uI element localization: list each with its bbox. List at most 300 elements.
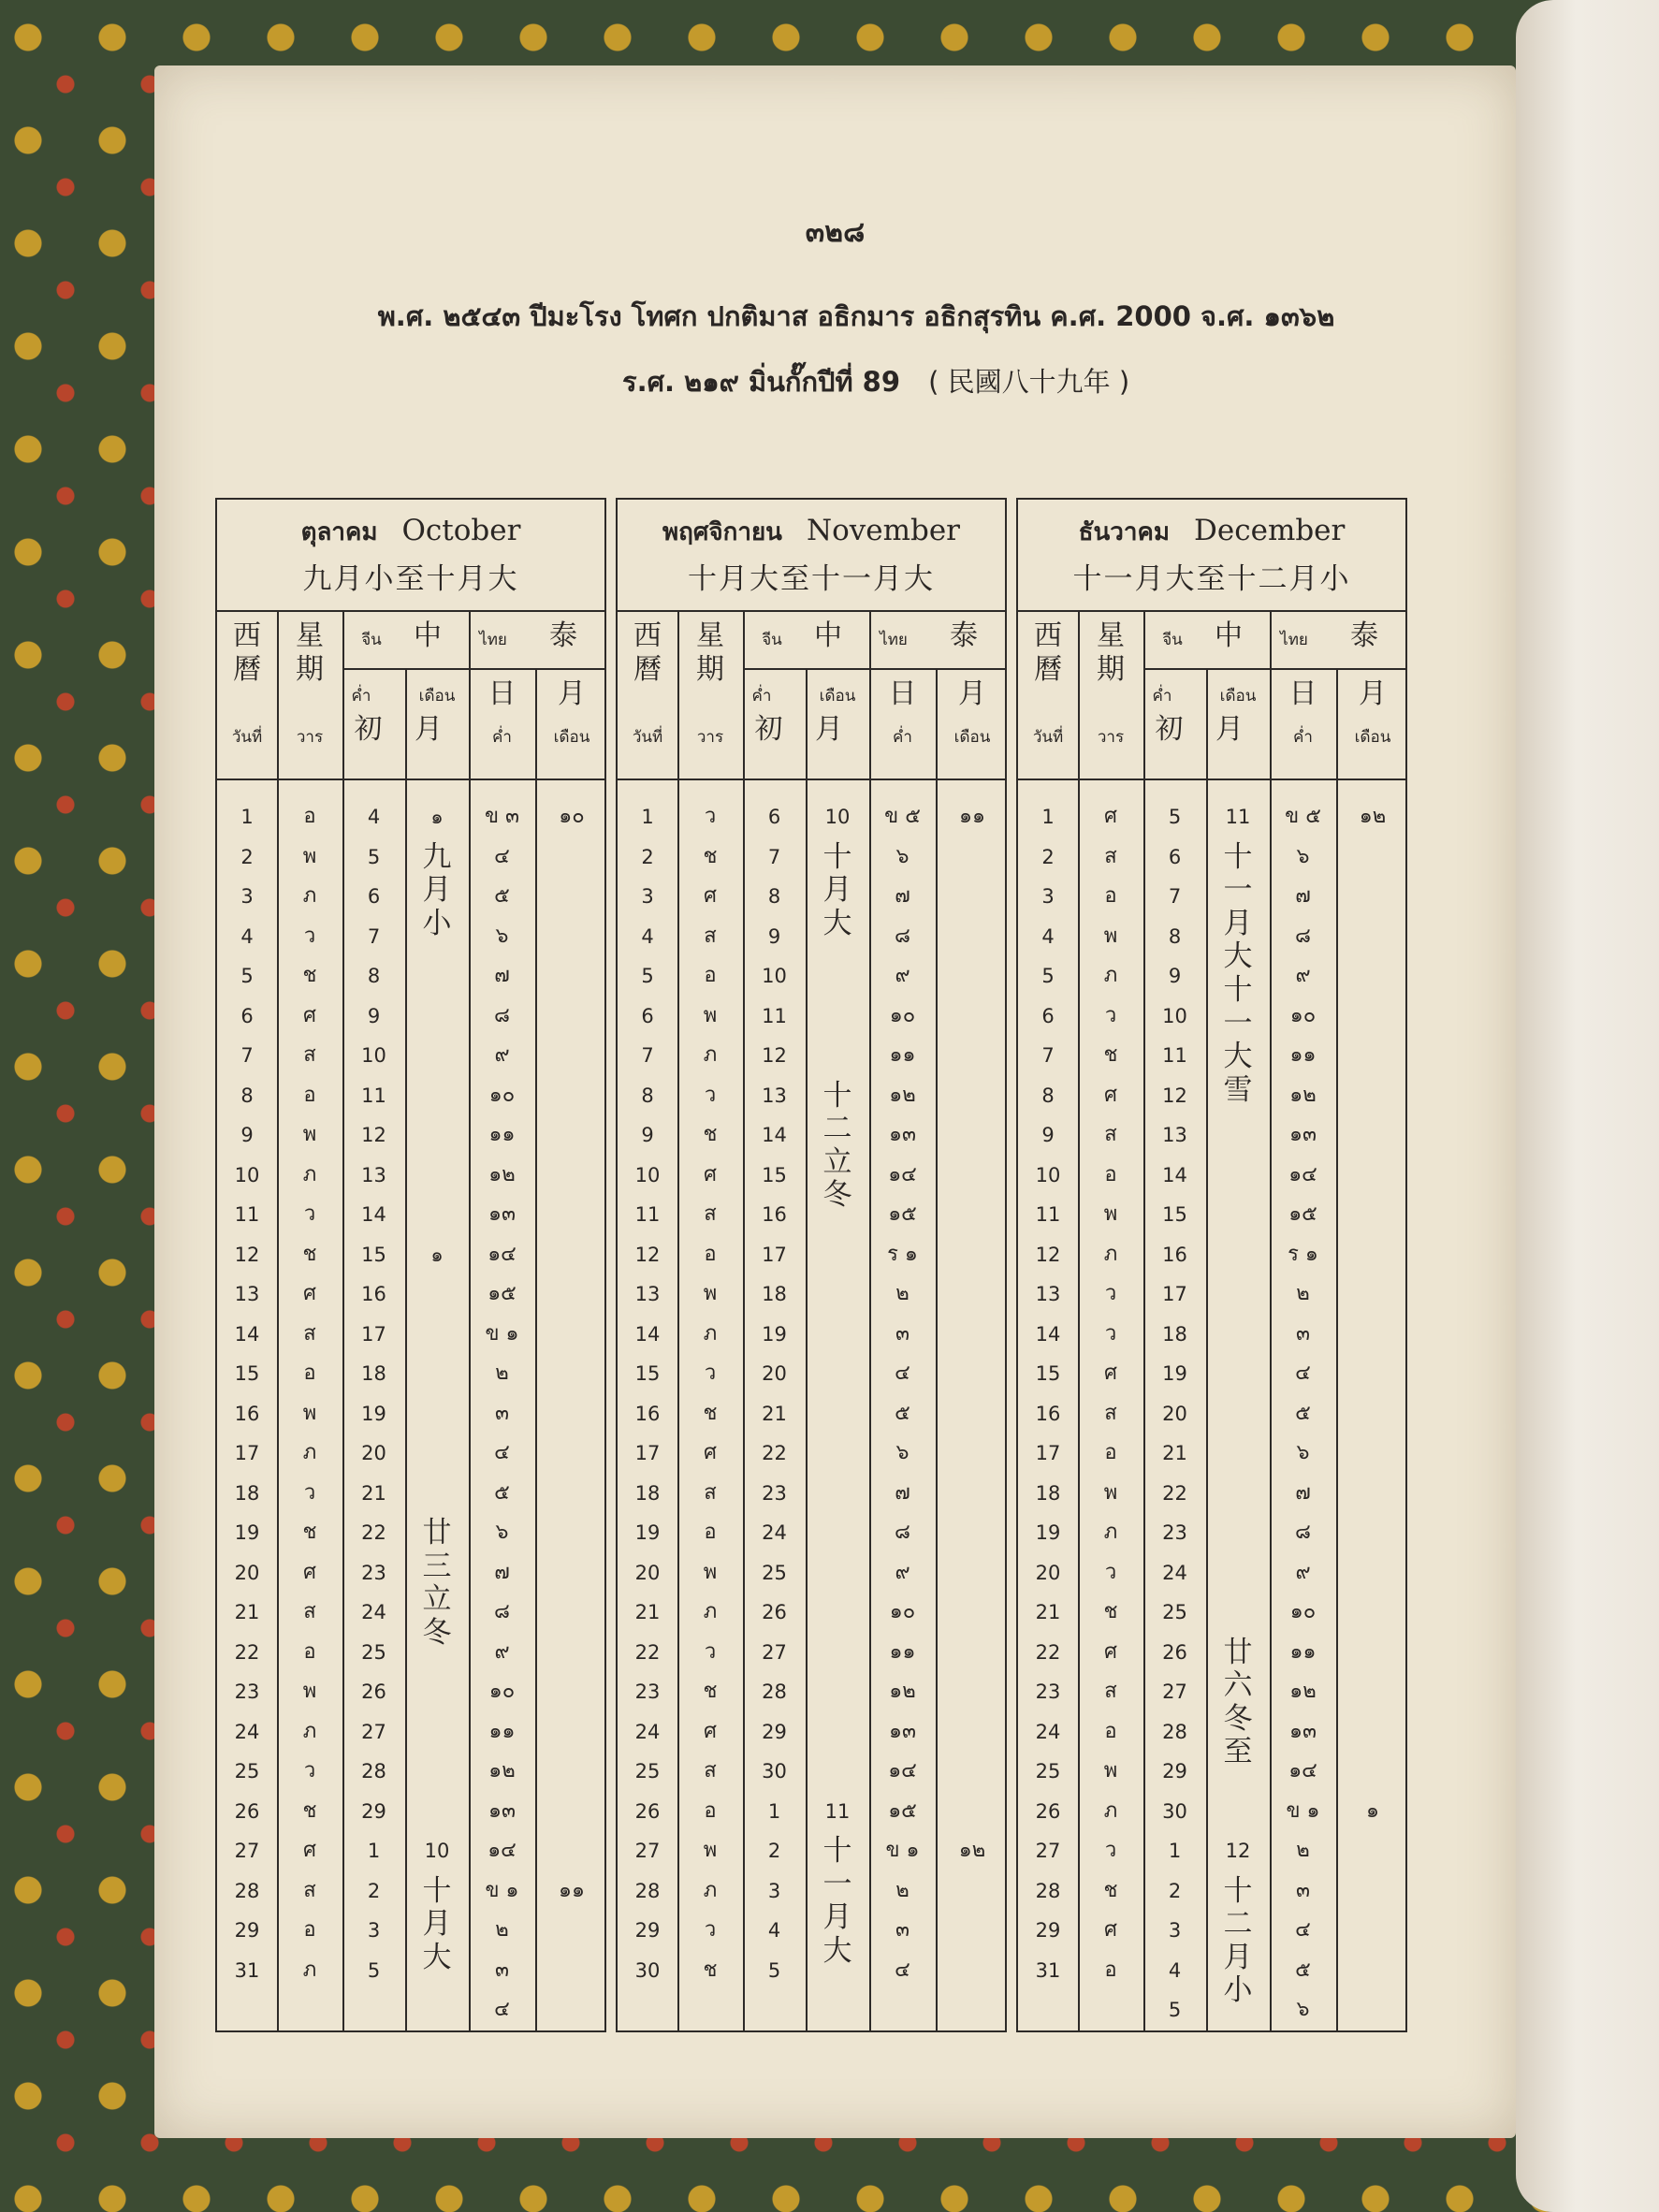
thai-day: ๗: [895, 884, 910, 908]
weekday: ว: [704, 1361, 717, 1385]
western-day: 10: [634, 1163, 661, 1186]
thai-day: ๓: [1295, 1321, 1311, 1346]
western-day: 26: [1035, 1799, 1061, 1823]
thai-month: ๑๑: [559, 1878, 585, 1902]
chinese-day: 12: [762, 1044, 787, 1067]
weekday: ส: [704, 924, 717, 948]
table-row: [217, 1712, 604, 1753]
chinese-day: 19: [1162, 1362, 1187, 1385]
header-wanthi: วันที่: [632, 728, 663, 747]
chinese-day: 14: [361, 1203, 386, 1226]
thai-day: ข ๑: [485, 1878, 519, 1902]
table-row: [618, 1593, 1005, 1633]
chinese-term-marker: 十 一 月 大 十 一 大 雪: [1223, 839, 1253, 1107]
weekday: ช: [1103, 1043, 1118, 1067]
weekday: ศ: [704, 884, 717, 908]
header-thai: ไทย: [880, 631, 908, 649]
month-english-name: December: [1194, 514, 1346, 547]
table-row: [618, 1235, 1005, 1275]
thai-day: ๘: [895, 1521, 910, 1544]
thai-day: ๔: [895, 1957, 910, 1982]
month-english-name: October: [401, 514, 521, 547]
header-duean2: เดือน: [553, 728, 590, 747]
chinese-month-number: ๑: [430, 1243, 444, 1266]
column-header: [217, 612, 604, 780]
header-zhong: 中: [414, 619, 442, 652]
chinese-day: 15: [361, 1243, 386, 1266]
chinese-day: 12: [361, 1124, 386, 1146]
header-yue: 月: [415, 713, 443, 746]
weekday: ศ: [1104, 1083, 1117, 1107]
western-day: 21: [234, 1601, 260, 1623]
month-body: [618, 780, 1005, 2032]
western-day: 2: [240, 845, 254, 868]
table-row: [1018, 1752, 1405, 1792]
table-row: [217, 1792, 604, 1832]
thai-day: ๑๐: [889, 1600, 916, 1623]
chinese-day: 18: [1162, 1322, 1187, 1346]
weekday: ว: [303, 1759, 316, 1783]
weekday: อ: [303, 1639, 316, 1664]
western-day: 12: [234, 1243, 260, 1266]
western-day: 13: [634, 1283, 661, 1305]
chinese-day: 10: [1162, 1004, 1187, 1027]
chinese-month-number: 10: [424, 1840, 450, 1862]
table-row: [1018, 1553, 1405, 1594]
table-row: [1018, 1951, 1405, 1991]
thai-day: ๗: [1295, 884, 1311, 908]
thai-day: ๕: [895, 1401, 910, 1425]
table-row: [618, 1115, 1005, 1156]
thai-day: ข ๓: [484, 805, 520, 828]
chinese-day: 25: [1162, 1601, 1187, 1623]
chinese-day: 14: [1162, 1163, 1187, 1186]
thai-day: ๒: [1296, 1282, 1310, 1305]
header-xili: 西 曆: [233, 619, 261, 686]
thai-day: ร ๑: [887, 1242, 918, 1266]
table-row: [217, 1115, 604, 1156]
western-day: 9: [641, 1124, 654, 1146]
chinese-day: 5: [1168, 1999, 1182, 2021]
thai-day: ๔: [494, 1441, 510, 1464]
western-day: 16: [634, 1402, 661, 1425]
table-row: [1018, 1633, 1405, 1673]
header-zhong: 中: [814, 619, 842, 652]
table-row: [1018, 1036, 1405, 1076]
thai-day: ๙: [494, 1639, 510, 1664]
chinese-month-number: 12: [1225, 1840, 1251, 1862]
page-number: ๓๒๘: [805, 216, 866, 249]
chinese-day: 23: [361, 1561, 386, 1584]
chinese-day: 27: [1162, 1681, 1187, 1703]
thai-day: ๑๓: [888, 1123, 916, 1146]
chinese-day: 4: [767, 1919, 781, 1942]
table-row: [618, 1553, 1005, 1594]
table-row: [1018, 1990, 1405, 2030]
table-row: [1018, 917, 1405, 957]
header-divider: [743, 668, 1005, 670]
western-day: 11: [634, 1203, 661, 1226]
chinese-term-marker: 十 二 立 冬: [822, 1078, 852, 1213]
thai-day: ๓: [895, 1918, 910, 1942]
month-table-october: [215, 498, 606, 2032]
chinese-day: 11: [361, 1084, 386, 1107]
table-row: [1018, 1354, 1405, 1394]
header-duean: เดือน: [1219, 687, 1257, 706]
header-kham2: ค่ำ: [492, 728, 512, 747]
table-row: [618, 1752, 1005, 1792]
thai-day: ๖: [1296, 1441, 1310, 1464]
weekday: ภ: [703, 1600, 718, 1623]
header-kham2: ค่ำ: [893, 728, 912, 747]
header-divider: [1143, 668, 1405, 670]
western-day: 24: [634, 1720, 661, 1743]
table-row: [618, 1274, 1005, 1315]
thai-day: ๒: [495, 1361, 509, 1385]
chinese-day: 6: [367, 885, 381, 908]
month-thai-name: ตุลาคม: [300, 518, 378, 546]
chinese-day: 6: [1168, 845, 1182, 868]
thai-day: ข ๑: [885, 1839, 920, 1862]
thai-day: ๑๐: [889, 1003, 916, 1027]
month-names: [1018, 513, 1405, 551]
chinese-day: 16: [1162, 1243, 1187, 1266]
chinese-day: 5: [367, 845, 381, 868]
western-day: 12: [634, 1243, 661, 1266]
table-row: [1018, 1911, 1405, 1951]
thai-month: ๑: [1366, 1798, 1379, 1823]
chinese-day: 19: [361, 1402, 386, 1425]
western-day: 21: [634, 1601, 661, 1623]
thai-day: ๑๒: [889, 1083, 916, 1107]
weekday: ช: [703, 1680, 718, 1703]
thai-day: ๓: [1295, 1878, 1311, 1902]
header-xili: 西 曆: [633, 619, 662, 686]
thai-day: ๑๒: [889, 1680, 916, 1703]
table-row: [618, 837, 1005, 878]
weekday: ส: [303, 1043, 316, 1067]
weekday: ช: [703, 1957, 718, 1982]
western-day: 23: [1035, 1681, 1061, 1703]
western-day: 4: [641, 924, 654, 948]
thai-month: ๑๐: [559, 805, 585, 828]
weekday: ศ: [1104, 1639, 1117, 1664]
table-row: [1018, 1235, 1405, 1275]
month-thai-name: ธันวาคม: [1078, 518, 1171, 546]
table-row: [618, 1672, 1005, 1712]
chinese-day: 8: [367, 965, 381, 987]
chinese-day: 9: [1168, 965, 1182, 987]
chinese-day: 13: [361, 1163, 386, 1186]
chinese-day: 3: [1168, 1919, 1182, 1942]
table-row: [217, 1553, 604, 1594]
western-day: 18: [634, 1481, 661, 1505]
chinese-day: 15: [1162, 1203, 1187, 1226]
table-row: [217, 1195, 604, 1235]
thai-day: ๔: [895, 1361, 910, 1385]
weekday: อ: [303, 805, 316, 828]
thai-day: ๘: [895, 924, 910, 948]
western-day: 8: [1041, 1084, 1055, 1107]
chinese-day: 17: [1162, 1283, 1187, 1305]
western-day: 11: [1035, 1203, 1061, 1226]
chinese-day: 13: [762, 1084, 787, 1107]
western-day: 13: [234, 1283, 260, 1305]
chinese-term-marker: 九 月 小: [422, 839, 452, 940]
table-row: [217, 1871, 604, 1912]
western-day: 10: [234, 1163, 260, 1186]
header-chin: จีน: [762, 631, 782, 649]
chinese-term-marker: 十 月 大: [822, 839, 852, 940]
chinese-day: 7: [1168, 885, 1182, 908]
western-day: 29: [634, 1919, 661, 1942]
western-day: 4: [240, 924, 254, 948]
weekday: ส: [1104, 1123, 1117, 1146]
western-day: 20: [634, 1561, 661, 1584]
table-row: [217, 1513, 604, 1553]
thai-day: ๖: [495, 1521, 509, 1544]
table-row: [217, 1156, 604, 1196]
thai-month: ๑๒: [1359, 805, 1387, 828]
chinese-day: 8: [767, 885, 781, 908]
chinese-day: 24: [1162, 1561, 1187, 1584]
month-header: [618, 500, 1005, 612]
chinese-day: 28: [1162, 1720, 1187, 1743]
month-body: [217, 780, 604, 2032]
weekday: ภ: [703, 1878, 718, 1902]
chinese-day: 18: [361, 1362, 386, 1385]
header-duean: เดือน: [418, 687, 456, 706]
table-row: [1018, 1195, 1405, 1235]
thai-day: ๒: [1296, 1839, 1310, 1862]
table-row: [217, 797, 604, 837]
weekday: ส: [1104, 1401, 1117, 1425]
weekday: อ: [1104, 884, 1117, 908]
weekday: อ: [303, 1918, 316, 1942]
western-day: 25: [234, 1760, 260, 1783]
western-day: 22: [634, 1640, 661, 1664]
thai-day: ๗: [494, 964, 510, 987]
chinese-day: 2: [367, 1879, 381, 1902]
table-row: [217, 1274, 604, 1315]
table-row: [1018, 1115, 1405, 1156]
chinese-day: 13: [1162, 1124, 1187, 1146]
month-body: [1018, 780, 1405, 2032]
year-header-line2: [622, 360, 1464, 403]
weekday: พ: [1103, 1202, 1118, 1226]
chinese-day: 4: [1168, 1958, 1182, 1982]
western-day: 22: [1035, 1640, 1061, 1664]
thai-day: ข ๕: [884, 805, 921, 828]
table-row: [1018, 1315, 1405, 1355]
header-thai: ไทย: [479, 631, 507, 649]
thai-day: ๓: [494, 1401, 510, 1425]
thai-day: ๙: [895, 964, 910, 987]
table-row: [618, 917, 1005, 957]
weekday: พ: [703, 1003, 718, 1027]
header-wan: วาร: [1097, 728, 1125, 747]
weekday: พ: [703, 1282, 718, 1305]
thai-day: ๖: [1296, 844, 1310, 868]
western-day: 19: [1035, 1521, 1061, 1544]
column-header: [1018, 612, 1405, 780]
chinese-day: 25: [762, 1561, 787, 1584]
table-row: [217, 1354, 604, 1394]
chinese-day: 29: [1162, 1760, 1187, 1783]
western-day: 6: [240, 1004, 254, 1027]
chinese-day: 16: [762, 1203, 787, 1226]
month-chinese-range: 十月大至十一月大: [688, 562, 935, 596]
table-row: [217, 1633, 604, 1673]
western-day: 5: [240, 965, 254, 987]
chinese-day: 24: [762, 1521, 787, 1544]
weekday: ว: [1104, 1282, 1117, 1305]
chinese-day: 28: [361, 1760, 386, 1783]
header-duean2: เดือน: [953, 728, 991, 747]
weekday: ภ: [302, 1957, 317, 1982]
weekday: ภ: [703, 1321, 718, 1346]
chinese-day: 16: [361, 1283, 386, 1305]
western-day: 7: [1041, 1044, 1055, 1067]
table-row: [217, 1076, 604, 1116]
chinese-day: 10: [762, 965, 787, 987]
chinese-day: 20: [1162, 1402, 1187, 1425]
western-day: 2: [1041, 845, 1055, 868]
chinese-month-number: 10: [824, 806, 851, 828]
chinese-day: 7: [767, 845, 781, 868]
western-day: 25: [634, 1760, 661, 1783]
weekday: ช: [302, 1798, 317, 1823]
thai-day: ๙: [1295, 964, 1311, 987]
table-row: [217, 1752, 604, 1792]
chinese-day: 9: [767, 924, 781, 948]
weekday: ภ: [1103, 964, 1118, 987]
thai-day: ๗: [1295, 1480, 1311, 1505]
header-chin: จีน: [361, 631, 382, 649]
table-row: [1018, 837, 1405, 878]
header-duean: เดือน: [819, 687, 856, 706]
month-header: [217, 500, 604, 612]
western-day: 29: [234, 1919, 260, 1942]
month-thai-name: พฤศจิกายน: [662, 518, 782, 546]
weekday: ว: [303, 924, 316, 948]
chinese-day: 9: [367, 1004, 381, 1027]
header-yue2: 月: [958, 677, 986, 710]
table-row: [618, 1076, 1005, 1116]
header-divider: [342, 668, 604, 670]
thai-day: ๑๔: [1288, 1759, 1317, 1783]
thai-day: ๑๐: [488, 1680, 516, 1703]
western-day: 1: [641, 806, 654, 828]
chinese-day: 30: [762, 1760, 787, 1783]
month-english-name: November: [806, 514, 961, 547]
chinese-term-marker: 十 一 月 大: [822, 1834, 852, 1968]
chinese-day: 8: [1168, 924, 1182, 948]
thai-day: ๑๒: [488, 1759, 516, 1783]
western-day: 27: [1035, 1840, 1061, 1862]
thai-day: ๔: [494, 1998, 510, 2021]
western-day: 17: [234, 1442, 260, 1464]
weekday: ช: [302, 1521, 317, 1544]
header-chin: จีน: [1162, 631, 1183, 649]
western-day: 4: [1041, 924, 1055, 948]
western-day: 8: [240, 1084, 254, 1107]
thai-day: ๒: [895, 1878, 910, 1902]
thai-day: ๙: [895, 1560, 910, 1584]
weekday: ส: [1104, 844, 1117, 868]
table-row: [618, 1513, 1005, 1553]
thai-day: ๖: [895, 844, 910, 868]
thai-day: ๑๓: [888, 1719, 916, 1743]
western-day: 30: [634, 1958, 661, 1982]
weekday: ว: [1104, 1003, 1117, 1027]
western-day: 1: [1041, 806, 1055, 828]
weekday: พ: [1103, 1759, 1118, 1783]
chinese-day: 1: [767, 1799, 781, 1823]
chinese-day: 23: [762, 1481, 787, 1505]
western-day: 9: [240, 1124, 254, 1146]
table-row: [1018, 1593, 1405, 1633]
table-row: [618, 1831, 1005, 1871]
chinese-day: 15: [762, 1163, 787, 1186]
table-row: [618, 1712, 1005, 1753]
table-row: [1018, 1871, 1405, 1912]
header-tai: 泰: [950, 619, 978, 652]
chinese-day: 21: [762, 1402, 787, 1425]
thai-day: ๖: [895, 1441, 910, 1464]
header-chu: 初: [1155, 713, 1184, 746]
weekday: ช: [302, 964, 317, 987]
western-day: 25: [1035, 1760, 1061, 1783]
thai-day: ๔: [1295, 1918, 1311, 1942]
header-wan: วาร: [696, 728, 724, 747]
header-wanthi: วันที่: [231, 728, 263, 747]
weekday: ส: [704, 1480, 717, 1505]
thai-day: ๙: [1295, 1560, 1311, 1584]
western-day: 24: [1035, 1720, 1061, 1743]
western-day: 1: [240, 806, 254, 828]
weekday: พ: [703, 1560, 718, 1584]
western-day: 7: [240, 1044, 254, 1067]
western-day: 28: [634, 1879, 661, 1902]
western-day: 23: [234, 1681, 260, 1703]
header-yue: 月: [815, 713, 843, 746]
chinese-day: 11: [762, 1004, 787, 1027]
thai-day: ๗: [494, 1560, 510, 1584]
western-day: 7: [641, 1044, 654, 1067]
chinese-month-number: ๑: [430, 806, 444, 828]
header-thai: ไทย: [1280, 631, 1308, 649]
chinese-day: 22: [1162, 1481, 1187, 1505]
thai-day: ข ๑: [485, 1321, 519, 1346]
weekday: ภ: [1103, 1521, 1118, 1544]
thai-day: ๑๓: [488, 1202, 516, 1226]
weekday: ว: [1104, 1839, 1117, 1862]
western-day: 29: [1035, 1919, 1061, 1942]
chinese-day: 29: [361, 1799, 386, 1823]
header-ri: 日: [1288, 677, 1317, 710]
weekday: ว: [303, 1480, 316, 1505]
table-row: [217, 1394, 604, 1434]
western-day: 14: [634, 1322, 661, 1346]
chinese-day: 5: [767, 1958, 781, 1982]
chinese-day: 2: [1168, 1879, 1182, 1902]
header-xili: 西 曆: [1034, 619, 1062, 686]
thai-day: ๓: [895, 1321, 910, 1346]
thai-day: ๘: [1295, 924, 1311, 948]
header-yue2: 月: [558, 677, 586, 710]
weekday: ภ: [302, 1162, 317, 1186]
